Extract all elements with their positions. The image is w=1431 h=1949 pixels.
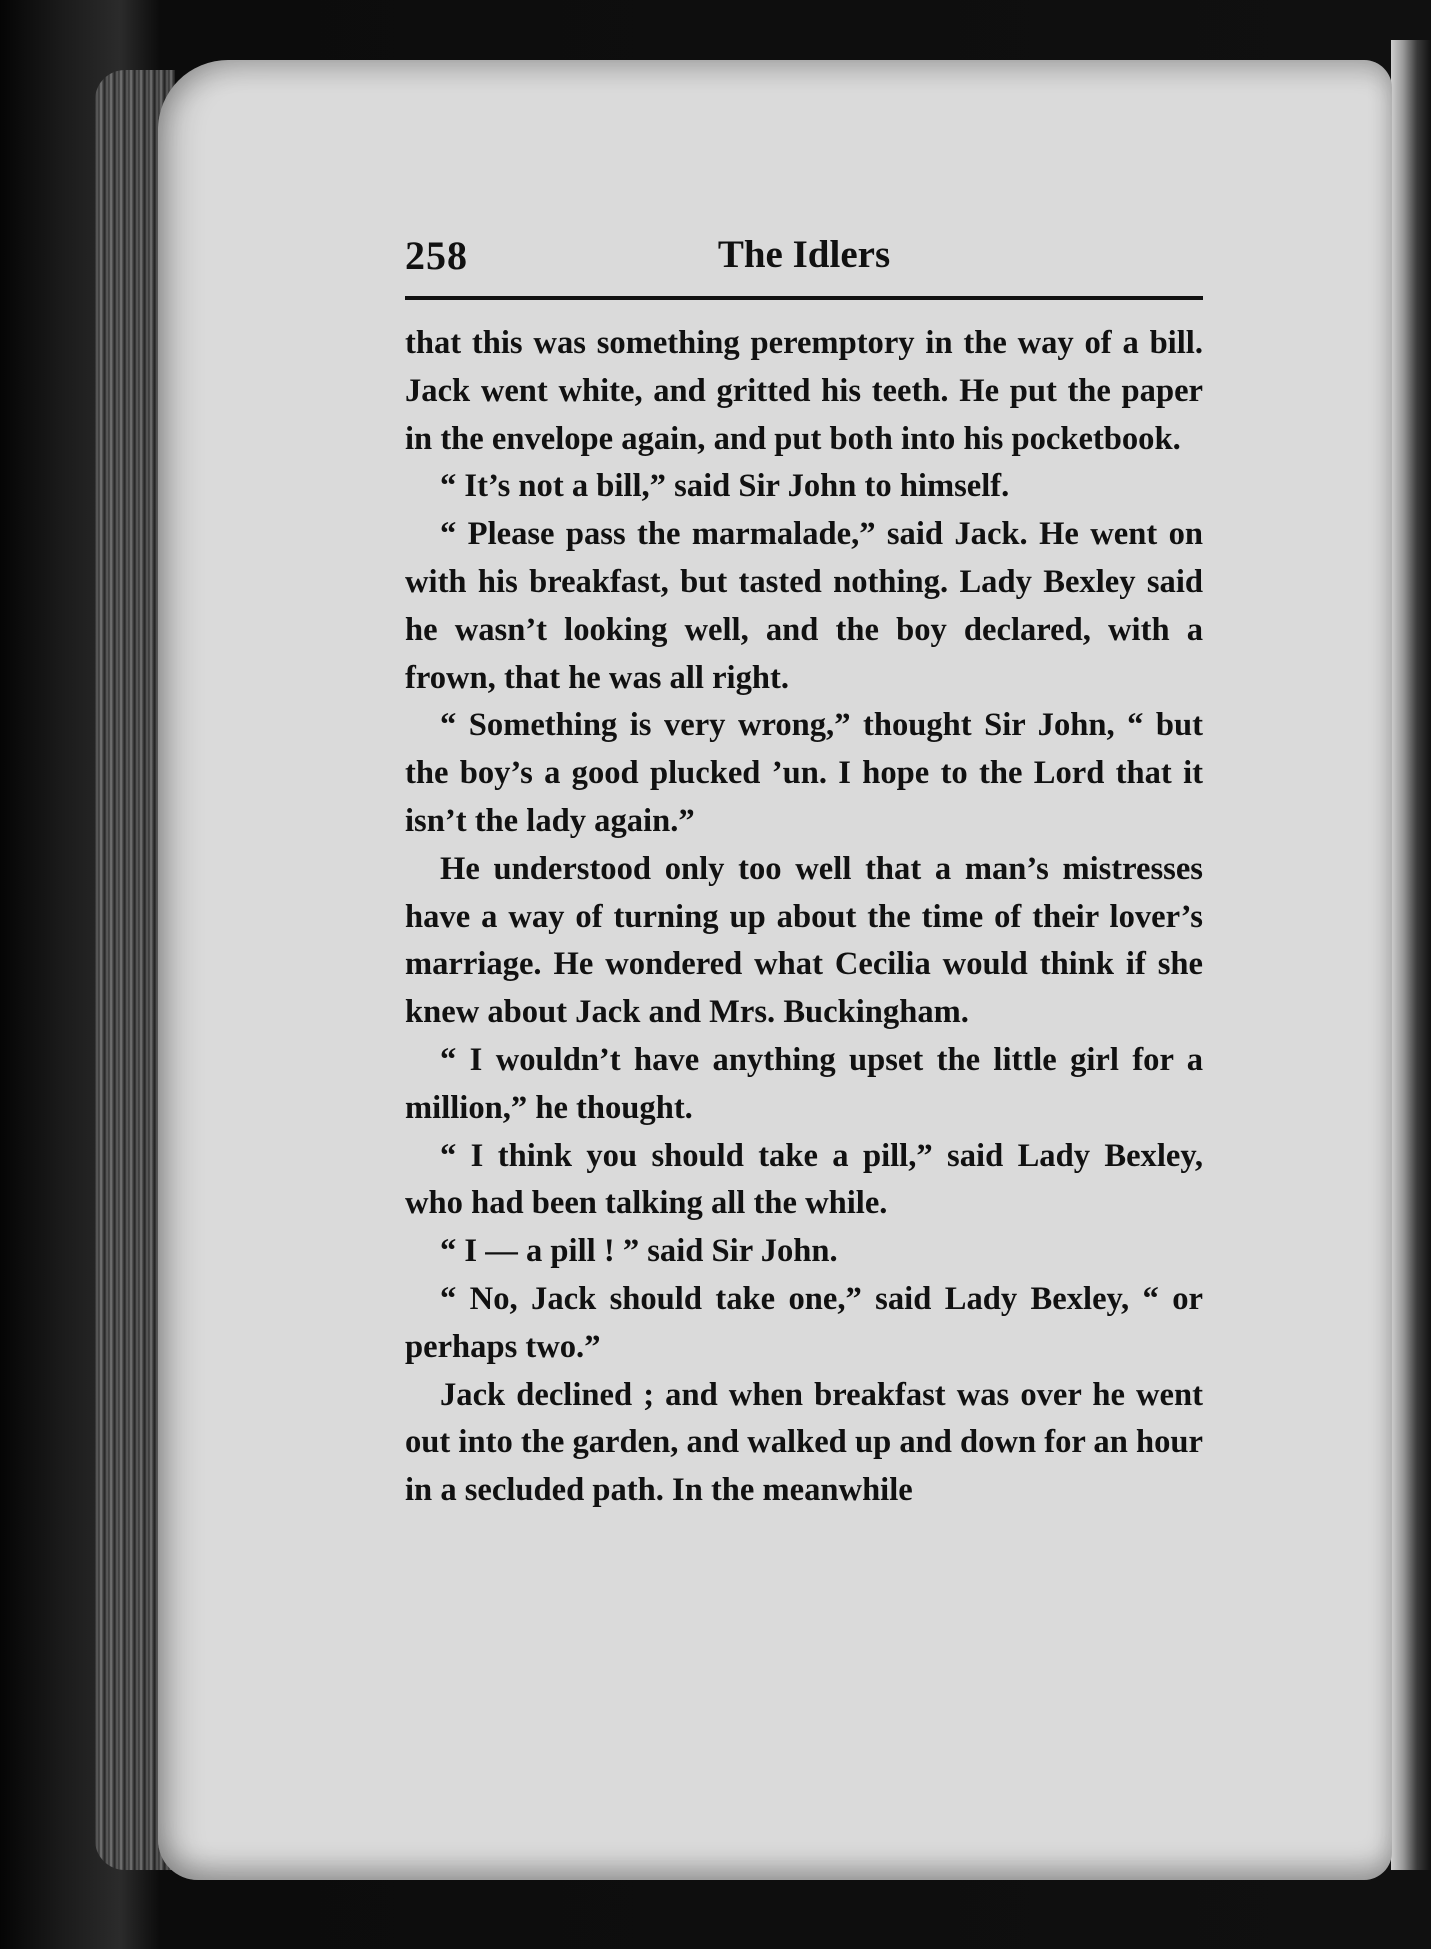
running-title: The Idlers xyxy=(717,233,891,276)
page-text-block xyxy=(405,232,1203,1509)
running-head xyxy=(405,232,1203,294)
paragraph: “ I think you should take a pill,” said Lady Bexley, who had been talking all the while. xyxy=(405,1137,1203,1222)
paragraph: “ I wouldn’t have anything upset the little girl for a million,” he thought. xyxy=(405,1041,1203,1126)
paragraph: “ I — a pill ! ” said Sir John. xyxy=(440,1233,838,1270)
paragraph: Jack declined ; and when breakfast was over he went out into the garden, and walked up and down for an hour in a secluded path. In the meanwhile xyxy=(405,1376,1203,1509)
paragraph: “ No, Jack should take one,” said Lady Bexley, “ or perhaps two.” xyxy=(405,1280,1203,1365)
body-text xyxy=(405,320,1203,1515)
header-rule xyxy=(405,296,1203,300)
paragraph: that this was something peremptory in the way of a bill. Jack went white, and gritted his teeth. He put the paper in the envelope again, and put both into his pocketbook. xyxy=(405,325,1203,457)
paragraph: He understood only too well that a man’s mistresses have a way of turning up about the time of their lover’s marriage. He wondered what Cecilia would think if she knew about Jack and Mrs. Buckingham. xyxy=(405,850,1203,1031)
paragraph: “ Something is very wrong,” thought Sir John, “ but the boy’s a good plucked ’un. I hope to the Lord that it isn’t the lady again.” xyxy=(405,707,1203,839)
paragraph: “ It’s not a bill,” said Sir John to himself. xyxy=(440,468,1010,505)
page-number: 258 xyxy=(405,233,468,278)
paragraph: “ Please pass the marmalade,” said Jack. He went on with his breakfast, but tasted nothing. Lady Bexley said he wasn’t looking well, and the boy declared, with a frown, that he was all right. xyxy=(405,516,1203,696)
facing-page-edge xyxy=(1391,40,1431,1870)
